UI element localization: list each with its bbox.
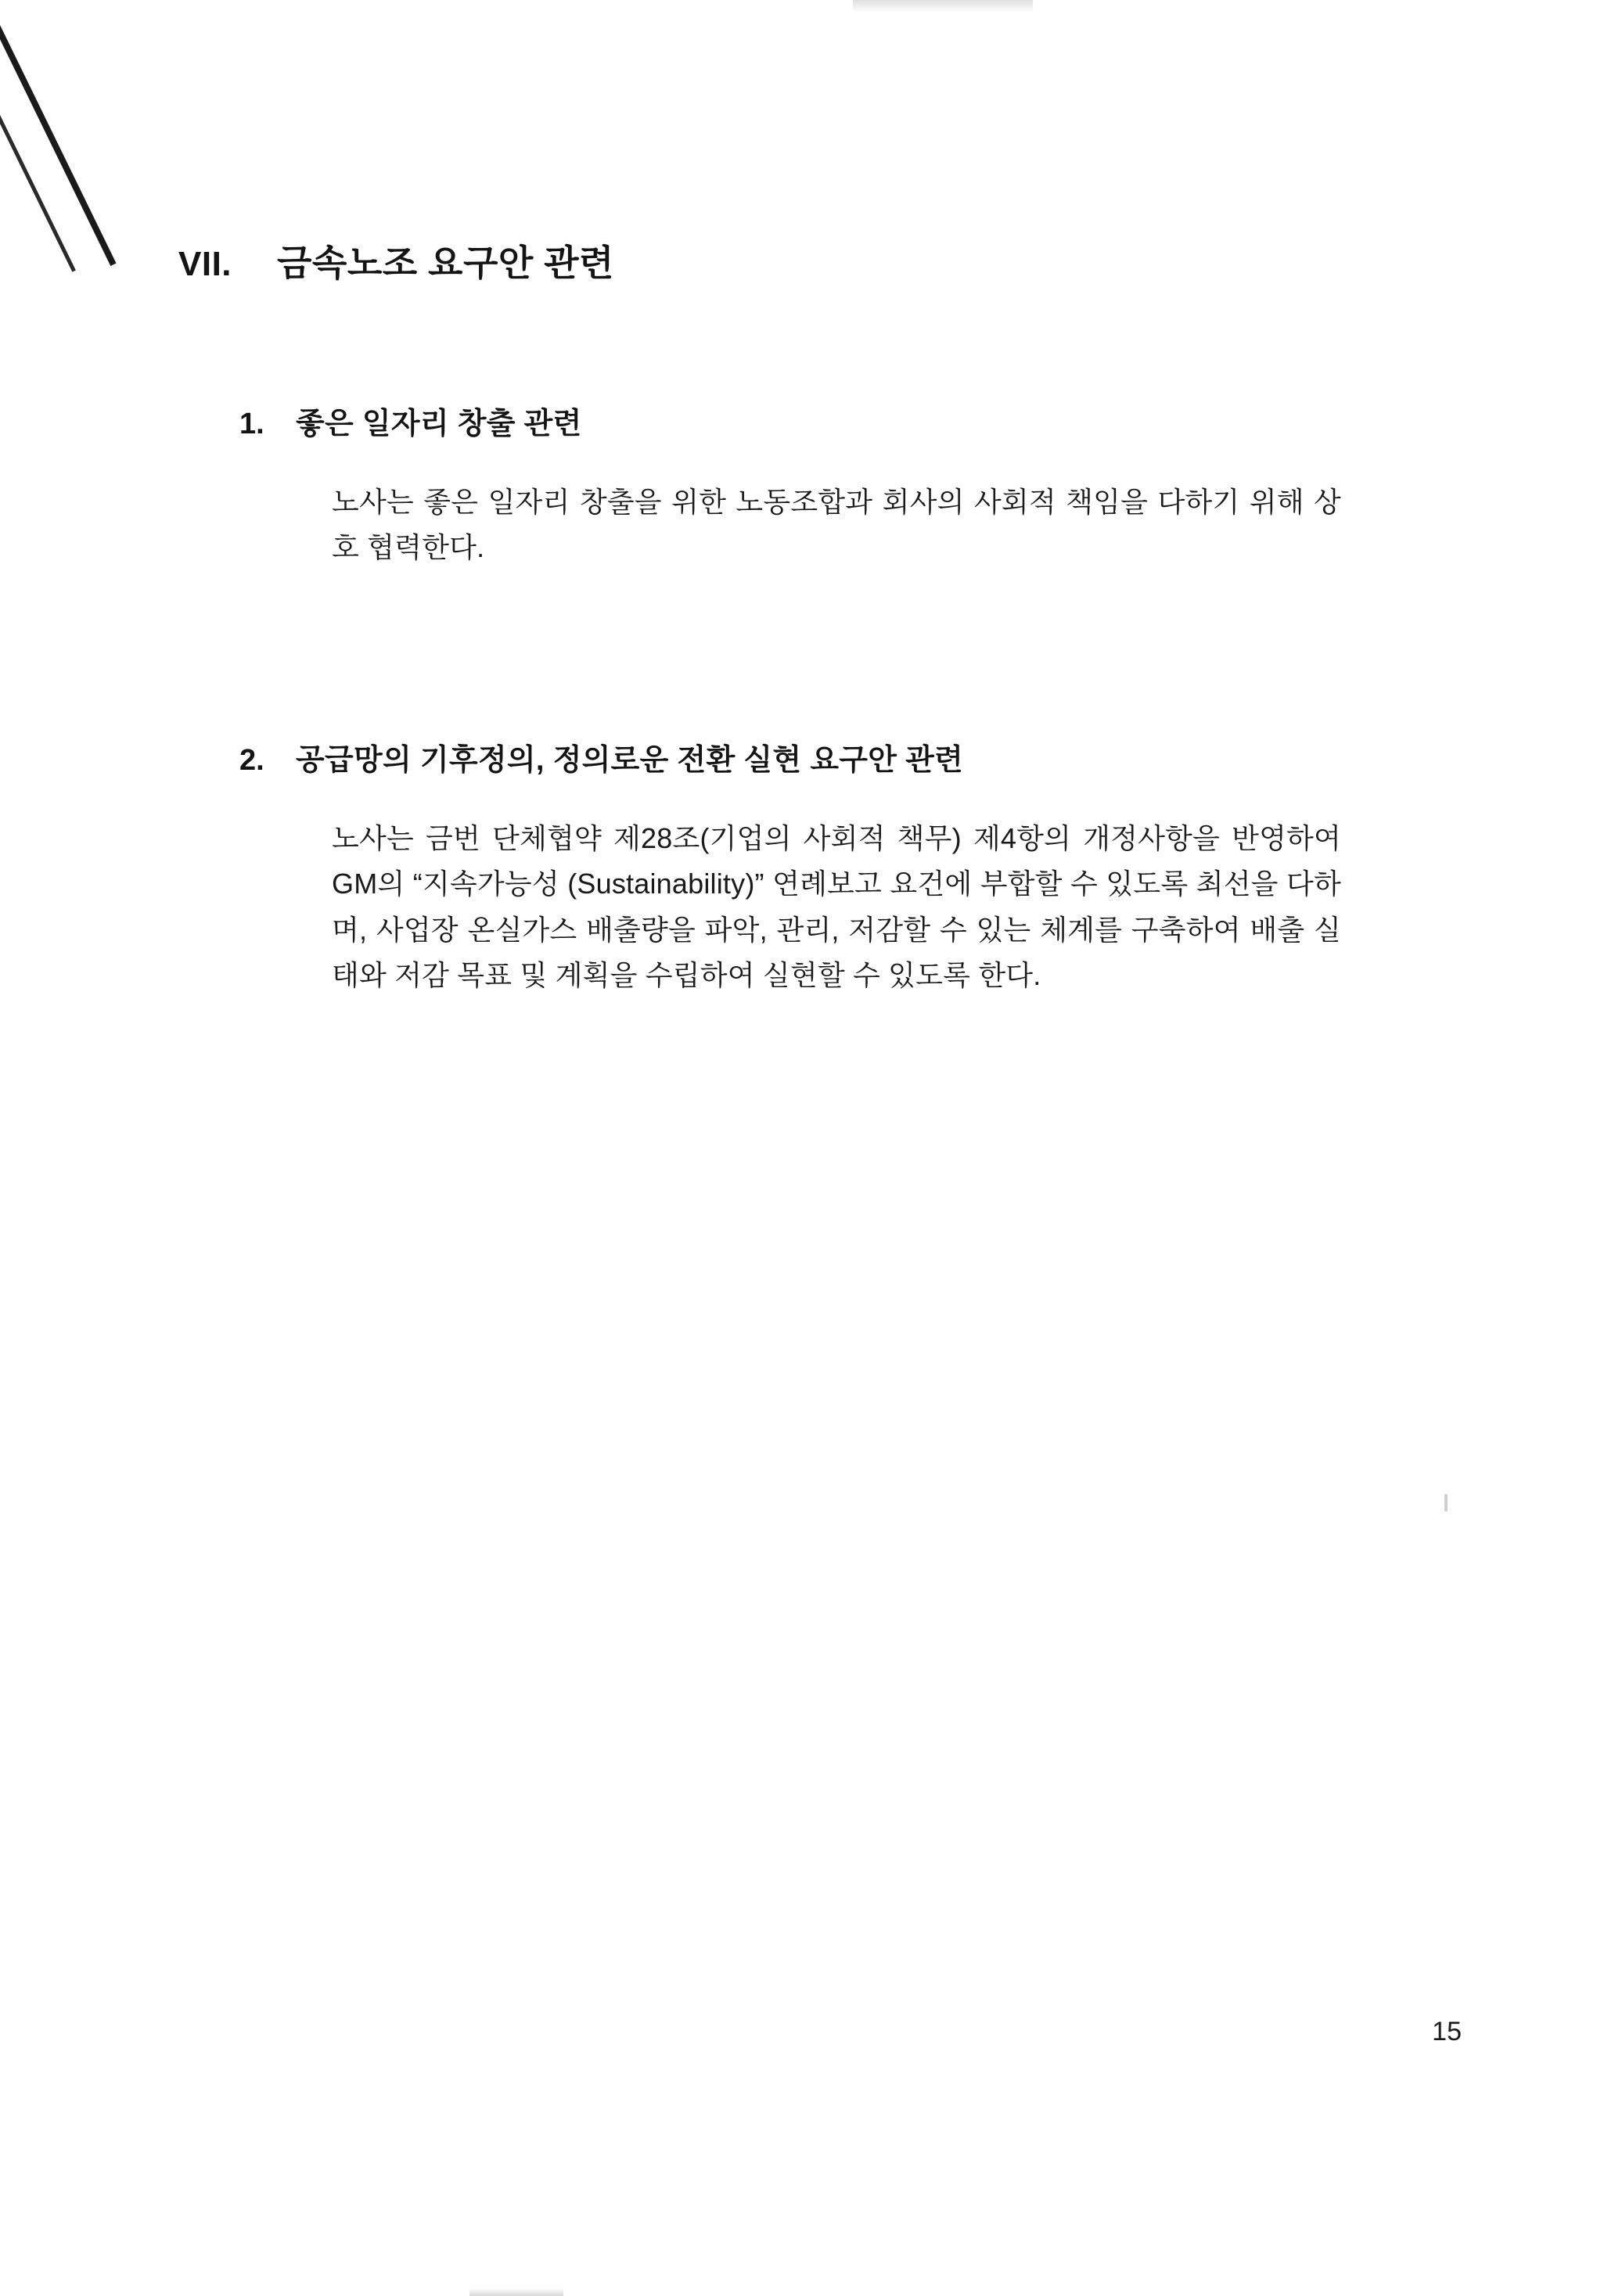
chapter-number: VII.: [178, 245, 232, 283]
section-number: 2.: [239, 744, 264, 777]
section-body: [332, 816, 1341, 998]
section-item: [178, 735, 1399, 998]
section-item: [178, 399, 1399, 571]
section-title: 공급망의 기후정의, 정의로운 전환 실현 요구안 관련: [296, 744, 964, 777]
chapter-heading: [178, 235, 1352, 286]
section-number: 1.: [239, 408, 264, 440]
chapter-title: 금속노조 요구안 관련: [277, 243, 614, 283]
section-heading: [178, 399, 1399, 442]
section-paragraph: 노사는 금번 단체협약 제28조(기업의 사회적 책무) 제4항의 개정사항을 반영하여 GM의 “지속가능성 (Sustainability)” 연례보고 요건에 부합할 수 있도록 최선을 다하며, 사업장 온실가스 배출량을 파악, 관리, 저감할 수 있는 체계를 구축하여 배출 실태와 저감 목표 및 계획을 수립하여 실현할 수 있도록 한다.: [332, 822, 1341, 991]
section-paragraph: 노사는 좋은 일자리 창출을 위한 노동조합과 회사의 사회적 책임을 다하기 위해 상호 협력한다.: [332, 486, 1341, 564]
section-body: [332, 480, 1341, 571]
section-heading: [178, 735, 1399, 778]
page-number: 15: [1432, 2017, 1462, 2046]
scan-artifact-speck: [1444, 1494, 1448, 1511]
section-title: 좋은 일자리 창출 관련: [296, 408, 582, 440]
